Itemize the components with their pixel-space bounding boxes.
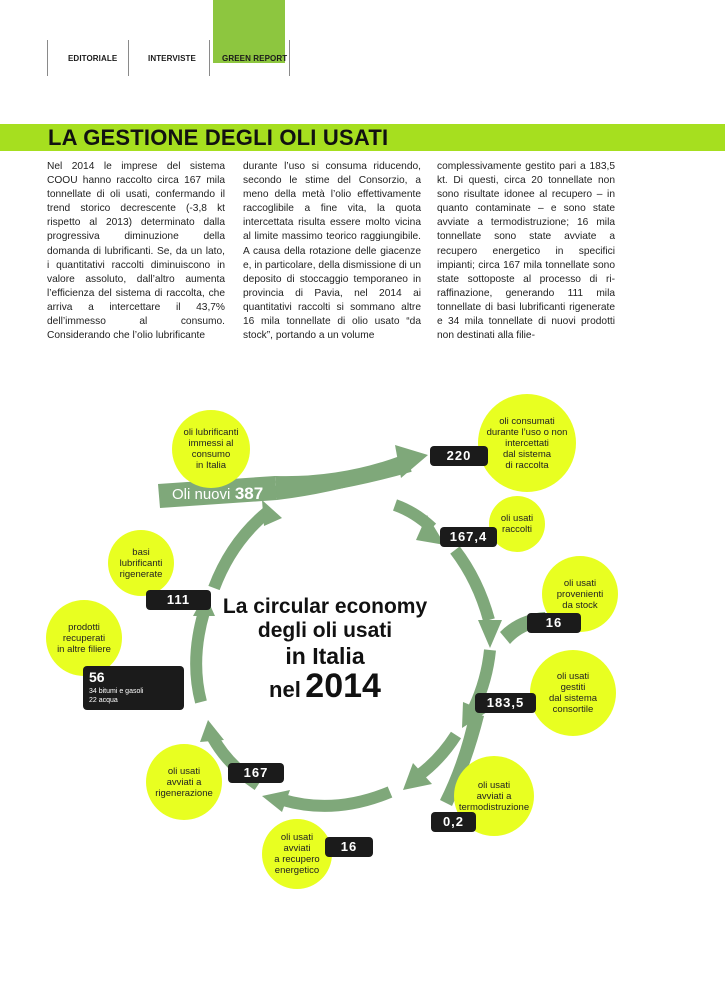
nav-item-green-report[interactable]: GREEN REPORT: [222, 54, 288, 63]
value-rigenerazione: 167: [228, 763, 284, 783]
circle-label-line: oli usati: [477, 779, 511, 791]
circle-label-line: basi: [132, 546, 150, 558]
circle-label-line: consortile: [552, 704, 594, 715]
nav-item-interviste[interactable]: INTERVISTE: [148, 54, 196, 63]
center-line-2: degli oli usati: [257, 619, 393, 642]
circle-label-line: oli usati: [500, 513, 534, 524]
value-prodotti-recuperati-box: [83, 666, 184, 710]
center-line-1: La circular economy: [222, 595, 428, 618]
circle-label-line: di raccolta: [505, 459, 549, 471]
circle-label-line: intercettati: [505, 437, 549, 449]
center-year: 2014: [305, 667, 381, 705]
circle-label-line: consumo: [191, 449, 231, 460]
oli-nuovi-text: Oli nuovi: [172, 486, 231, 503]
circle-label-line: avviati a: [166, 776, 202, 788]
circle-label-line: oli consumati: [499, 415, 555, 427]
value-prodotti-sub1: 34 bitumi e gasoli: [89, 688, 144, 695]
center-line-4: [200, 669, 450, 710]
circle-label-line: prodotti: [68, 621, 100, 633]
circle-immessi-consumo: [172, 410, 250, 488]
circle-label-line: termodistruzione: [458, 801, 530, 813]
circle-label-line: raccolti: [501, 524, 533, 535]
flow-arc: [214, 510, 270, 588]
value-gestiti: 183,5: [475, 693, 536, 713]
circle-rigenerazione: [146, 744, 222, 820]
circle-recupero-energetico: [262, 819, 332, 889]
circle-label-line: in Italia: [195, 460, 227, 471]
flow-arc: [418, 735, 456, 776]
circle-label-line: durante l’uso o non: [486, 426, 568, 438]
circle-prodotti-recuperati: [46, 600, 122, 676]
value-prodotti: 56: [89, 669, 105, 685]
circle-label-line: in altre filiere: [57, 643, 111, 655]
value-prodotti-sub2: 22 acqua: [89, 697, 118, 704]
paragraph: complessivamente gestito pari a 183,5 kt. Di questi, circa 20 tonnellate non sono risultate idonee al recupero – in quanto contaminate – e sono state avviate a termodistruzione; 16 mila tonnellate sono state avviate a recupero energetico in specifici impianti; circa 167 mila tonnellate sono state sottoposte al processo di ri-raffinazione, generando 111 mila tonnellate di basi lubrificanti rigenerate e 34 mila tonnellate di nuovi prodotti non destinati alla filie-: [437, 161, 615, 342]
circle-basi-lubrificanti: [108, 530, 174, 596]
arrowhead: [262, 790, 290, 812]
circle-label-line: oli lubrificanti: [183, 427, 239, 438]
value-stock: 16: [527, 613, 581, 633]
circle-label-line: lubrificanti: [119, 557, 163, 569]
circle-label-line: rigenerazione: [155, 787, 213, 799]
flow-arc: [455, 550, 489, 620]
circle-label-line: a recupero: [274, 854, 320, 865]
circle-label-line: oli usati: [280, 832, 314, 843]
circle-label-line: recuperati: [62, 632, 106, 644]
circle-label-line: provenienti: [556, 588, 604, 600]
circle-label-line: immessi al: [188, 438, 234, 449]
circle-label-line: da stock: [562, 599, 598, 611]
center-line-4-prefix: nel: [269, 677, 301, 702]
arrowhead: [262, 500, 282, 526]
nav-item-editoriale[interactable]: EDITORIALE: [68, 54, 118, 63]
oli-nuovi-value: 387: [234, 484, 264, 503]
circle-label-line: rigenerate: [119, 568, 163, 580]
circle-label-line: energetico: [274, 865, 320, 876]
circle-label-line: avviati a: [476, 790, 512, 802]
value-consumati: 220: [430, 446, 488, 466]
value-termodistruzione: 0,2: [431, 812, 476, 832]
arrowhead: [478, 620, 502, 648]
circle-oli-consumati: [478, 394, 576, 492]
center-line-3: in Italia: [285, 643, 365, 669]
circle-label-line: gestiti: [560, 682, 586, 693]
circle-label-line: avviati: [283, 843, 311, 854]
arrowhead: [200, 720, 224, 742]
page-title: LA GESTIONE DEGLI OLI USATI: [48, 125, 389, 150]
value-raccolti: 167,4: [440, 527, 497, 547]
value-recupero-energetico: 16: [325, 837, 373, 857]
infographic-center-title: [200, 595, 450, 710]
circle-label-line: dal sistema: [548, 693, 598, 704]
paragraph: durante l’uso si consuma riducendo, secondo le stime del Consorzio, a meno della metà l’olio effettivamente raccoglibile a fine vita, la quota intercettata risulta essere molto vicina al limite massimo teorico raggiungibile. A causa della rotazione delle giacenze e, in particolare, della dismissione di un deposito di stoccaggio temporaneo in provincia di Pavia, nel 2014 ai quantitativi raccolti si sommano altre 16 mila tonnellate di olio usato “da stock”, portando a un volume: [243, 161, 421, 342]
flow-arc: [283, 792, 390, 806]
circle-label-line: oli usati: [556, 671, 590, 682]
circle-label-line: dal sistema: [502, 448, 552, 460]
paragraph: Nel 2014 le imprese del sistema COOU hanno raccolto circa 167 mila tonnellate di oli usati, confermando il trend storico decrescente (-3,8 kt rispetto al 2013) determinato dalla progressiva diminuzione della domanda di lubrificanti. Se, da un lato, i quantitativi raccolti diminuiscono in valore assoluto, dall’altro aumenta l’efficienza del sistema di raccolta, che arriva a intercettare il 43,7% dell’immesso al consumo. Considerando che l’olio lubrificante: [47, 161, 225, 342]
circle-oli-raccolti: [489, 496, 545, 552]
circle-label-line: oli usati: [563, 577, 597, 589]
circle-oli-gestiti: [530, 650, 616, 736]
circle-label-line: oli usati: [167, 765, 201, 777]
value-basi-lubrificanti: 111: [146, 590, 211, 610]
